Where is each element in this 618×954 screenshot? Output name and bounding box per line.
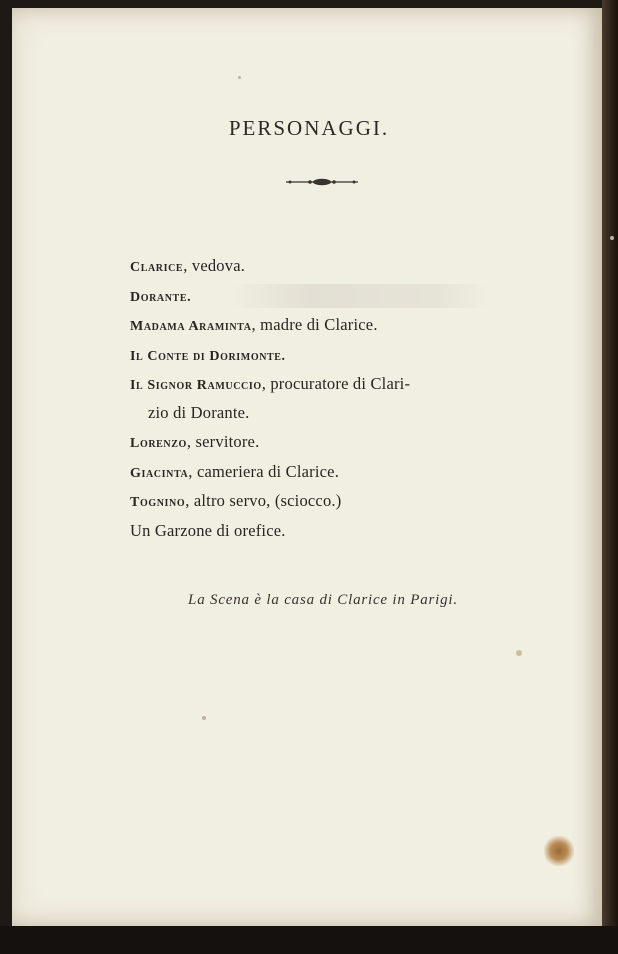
character-entry-continuation — [130, 399, 570, 429]
character-entry — [130, 458, 570, 488]
character-entry — [130, 282, 570, 312]
paper-speck — [238, 76, 241, 79]
character-name: Tognino — [130, 495, 186, 510]
character-entry — [130, 370, 570, 400]
character-description: , vedova. — [183, 256, 246, 275]
character-name: Dorante. — [130, 289, 192, 305]
character-description: Un Garzone di orefice. — [130, 520, 286, 540]
character-entry — [130, 487, 570, 517]
character-name: Clarice — [130, 260, 184, 275]
character-entry — [130, 311, 570, 341]
character-description: zio di Dorante. — [148, 402, 250, 422]
character-name: Giacinta — [130, 465, 189, 481]
paper-speck — [610, 236, 614, 240]
character-entry — [130, 517, 570, 547]
character-description: , altro servo, (sciocco.) — [185, 491, 342, 510]
character-description: , procuratore di Clari- — [261, 374, 411, 393]
character-entry — [130, 428, 570, 458]
character-description: , servitore. — [186, 432, 260, 451]
scene-setting-note: La Scena è la casa di Clarice in Parigi. — [188, 592, 458, 608]
book-fore-edge — [602, 0, 618, 954]
character-name: Madama Araminta — [130, 319, 252, 334]
paper-speck — [202, 716, 206, 720]
character-description: , cameriera di Clarice. — [188, 461, 340, 481]
character-list — [130, 252, 570, 546]
scan-border — [0, 926, 618, 954]
character-name: Il Signor Ramuccio — [130, 378, 262, 393]
page-title: PERSONAGGI. — [228, 116, 390, 140]
character-description: , madre di Clarice. — [251, 315, 378, 334]
paper-stain — [544, 836, 574, 866]
character-entry — [130, 341, 570, 371]
character-name: Il Conte di Dorimonte. — [130, 348, 286, 364]
paper-speck — [516, 650, 522, 656]
character-entry — [130, 252, 570, 282]
divider-ornament-icon — [284, 177, 360, 187]
character-name: Lorenzo — [130, 436, 187, 451]
